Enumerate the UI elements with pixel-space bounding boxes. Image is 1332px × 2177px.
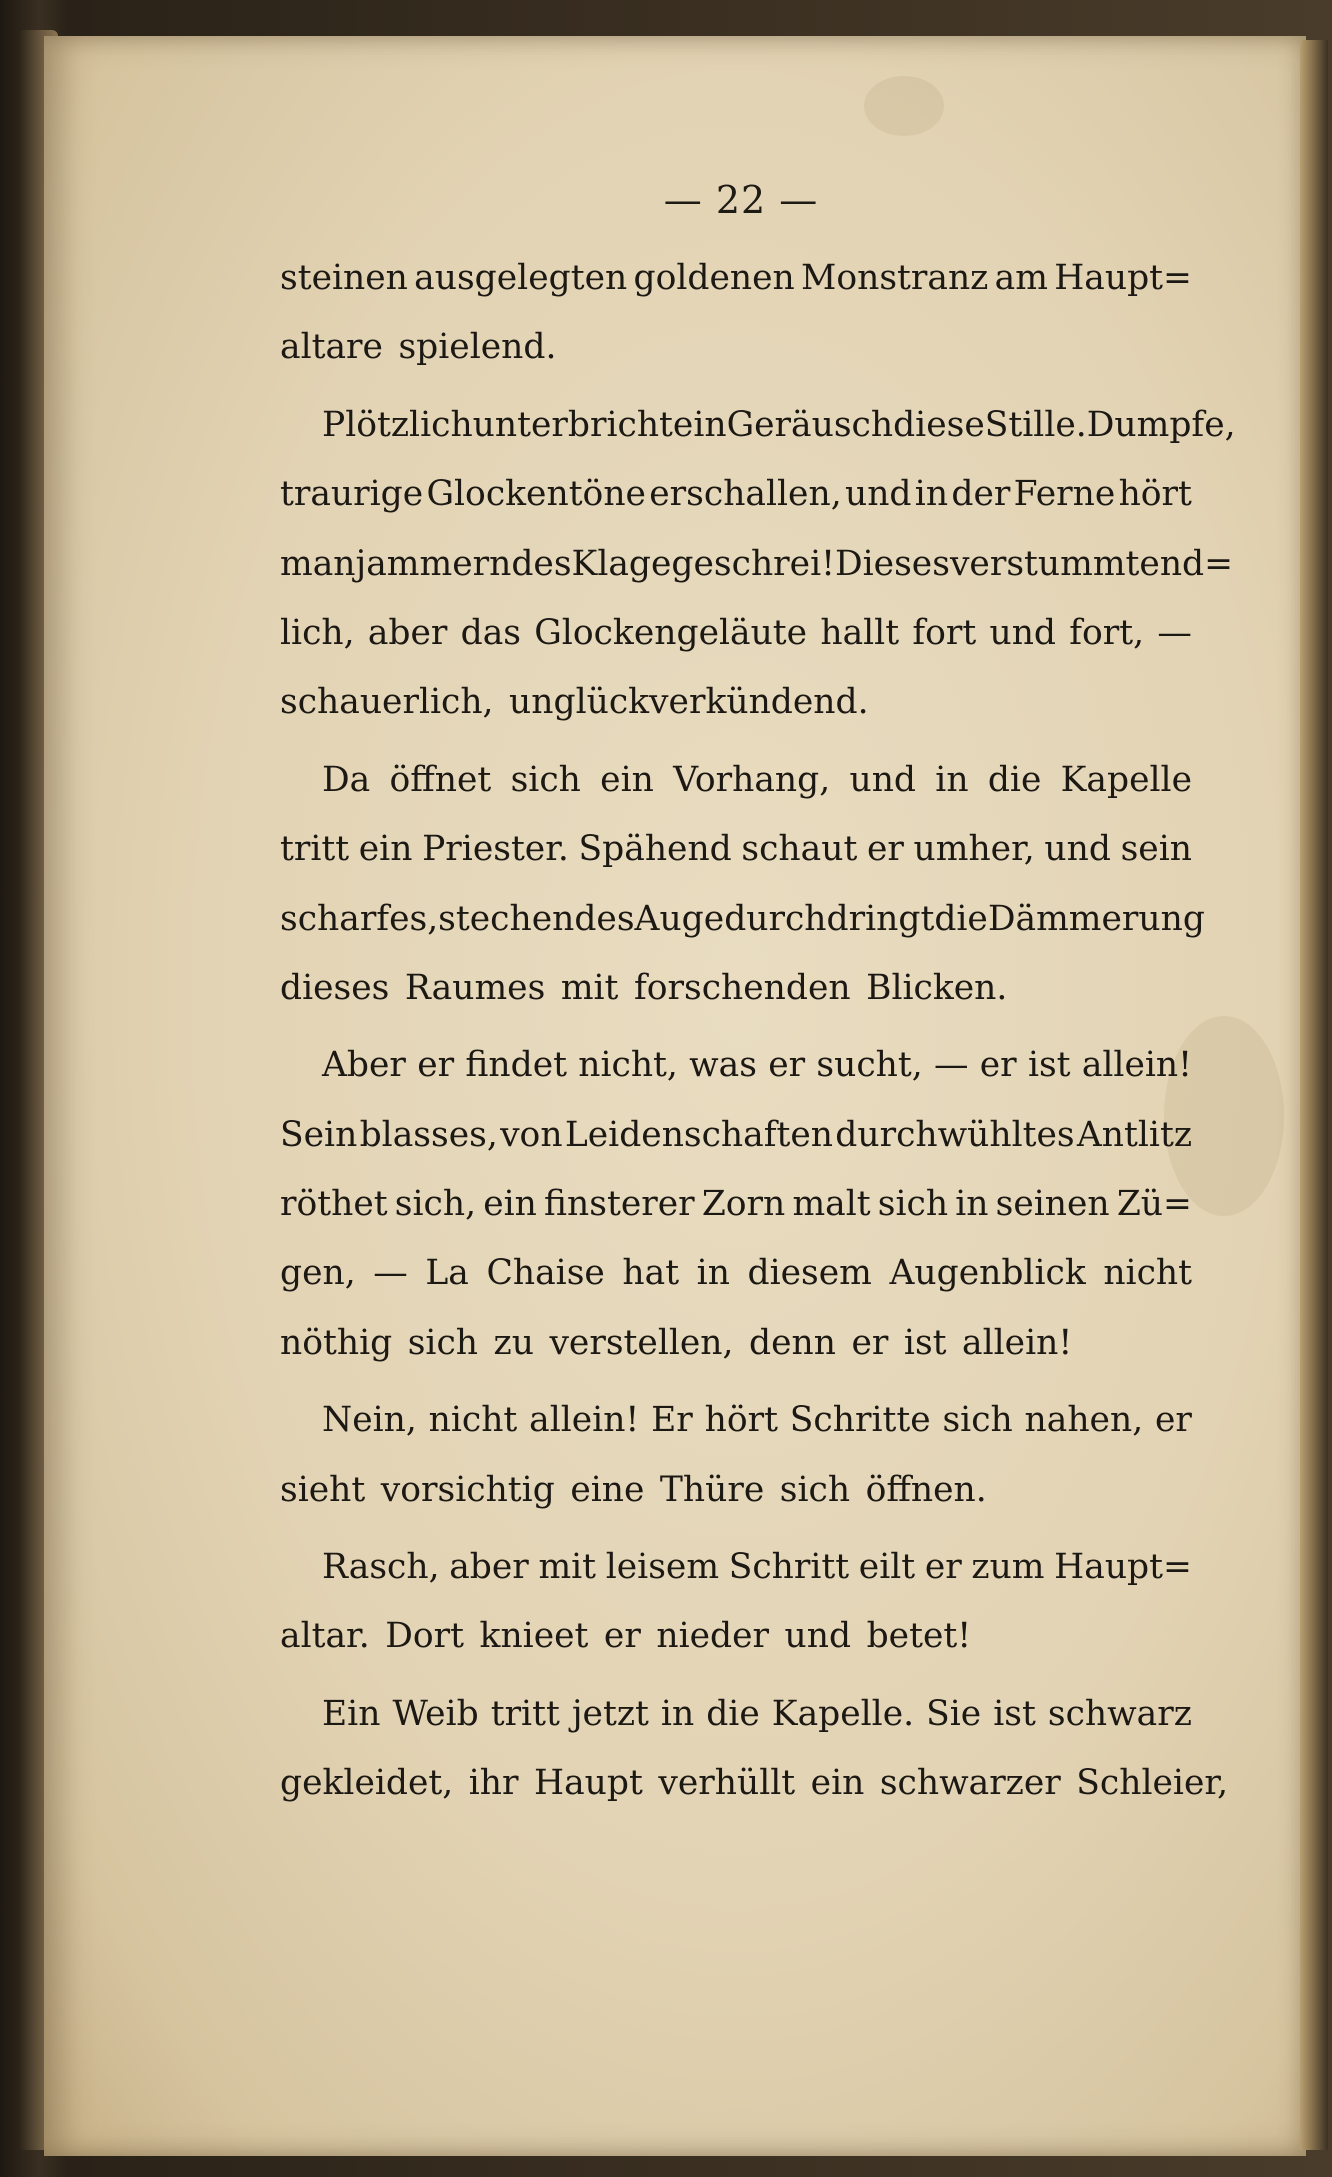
word: end= [1139,543,1234,584]
text-line [280,258,1192,327]
word: in [935,759,969,800]
paragraph-gap [280,397,1192,405]
word: sich [877,1184,949,1225]
word: diese [893,404,985,445]
word: malt [792,1184,871,1225]
word: nöthig [280,1322,393,1363]
word: lich, [280,612,355,653]
paragraph [280,258,1192,405]
word: zu [493,1322,534,1363]
word: leisem [605,1547,720,1588]
paragraph-gap [280,1392,1192,1400]
word: Priester. [422,829,569,870]
word: Plötzlich [322,404,473,445]
text-line [280,1616,1192,1685]
word: verstummt [949,543,1140,584]
paragraph [280,759,1205,1046]
word: nicht [1103,1253,1192,1294]
word: Nein, [322,1400,417,1441]
page-edge [1300,40,1328,2150]
word: allein! [529,1400,640,1441]
word: er [866,829,904,870]
word: Chaise [486,1253,605,1294]
word: ein [600,759,654,800]
word: Auge [634,898,725,939]
word: er [603,1616,641,1657]
paragraph [280,1693,1229,1833]
word: nahen, [1024,1400,1144,1441]
word: Spähend [578,829,732,870]
word: sich [942,1400,1013,1441]
word: Dort [385,1616,465,1657]
word: sich [510,759,581,800]
word: schwarz [1047,1693,1192,1734]
paragraph [280,1400,1192,1547]
word: erschallen, [649,474,842,515]
word: mit [560,967,619,1008]
word: Haupt= [1054,1547,1192,1588]
word: Leidenschaften [564,1114,833,1155]
word: steinen [280,258,408,298]
word: denn [749,1322,836,1363]
word: — [933,1045,969,1086]
word: diesem [747,1253,872,1294]
word: Augenblick [889,1253,1086,1294]
word: hört [704,1400,778,1441]
text-line [280,1184,1192,1253]
word: ist [993,1693,1036,1734]
word: — [1157,612,1192,653]
word: nicht, [578,1045,678,1086]
word: Glockentöne [426,474,646,515]
word: Sie [926,1693,982,1734]
text-line [280,1400,1192,1469]
text-line [280,1115,1192,1184]
word: die [987,759,1042,800]
paragraph-gap [280,1539,1192,1547]
word: Glockengeläute [534,612,808,653]
word: und [784,1616,852,1657]
word: er [979,1045,1017,1086]
word: Kapelle [1060,759,1192,800]
word: Geräusch [726,404,894,445]
word: in [696,1253,730,1294]
word: Stille. [984,404,1087,445]
word: Haupt [534,1763,643,1804]
word: aber [367,612,448,653]
text-line [280,829,1192,898]
word: knieet [479,1616,589,1657]
word: und [844,474,912,515]
word: gekleidet, [280,1763,454,1804]
word: zum [971,1547,1045,1588]
word: Haupt= [1054,258,1192,298]
paragraph [280,404,1236,760]
word: eilt [858,1547,916,1588]
word: allein! [962,1322,1073,1363]
paragraph-gap [280,1686,1192,1694]
word: mit [538,1547,597,1588]
word: Dumpfe, [1086,404,1236,445]
word: tritt [280,829,350,870]
text-line [280,404,1236,474]
word: Sein [280,1114,358,1155]
word: Schritte [789,1400,931,1441]
word: Raumes [404,967,546,1008]
paragraph-gap [280,1037,1192,1045]
word: Antlitz [1076,1114,1192,1155]
word: am [994,258,1048,298]
word: hallt [820,612,900,653]
word: öffnen. [865,1469,987,1510]
word: von [500,1114,563,1155]
word: Dämmerung [987,898,1205,939]
word: unterbricht [472,404,673,445]
word: verstellen, [549,1322,734,1363]
word: Ein [322,1693,381,1734]
word: unglückverkündend. [509,682,869,723]
word: sein [1120,829,1192,870]
word: Blicken. [866,967,1008,1008]
word: er [924,1547,962,1588]
word: sich [779,1469,851,1510]
word: seinen [995,1184,1110,1225]
word: Weib [392,1693,479,1734]
word: hat [622,1253,680,1294]
word: sieht [280,1469,366,1510]
word: ist [903,1322,947,1363]
word: blasses, [359,1114,498,1155]
word: durchdringt [724,898,935,939]
word: er [417,1045,455,1086]
word: ein [483,1184,537,1225]
word: jetzt [571,1693,649,1734]
paragraph [280,1045,1192,1400]
word: ein [358,829,413,870]
word: man [280,543,356,584]
word: ausgelegten [414,258,628,298]
word: nicht [428,1400,518,1441]
word: Er [651,1400,693,1441]
word: Zü= [1116,1184,1192,1225]
text-line [280,327,1192,396]
word: ihr [468,1763,519,1804]
word: ist [1027,1045,1071,1086]
word: was [689,1045,757,1086]
word: spielend. [398,327,557,368]
page-number: — 22 — [663,178,819,222]
word: altare [280,327,383,368]
word: Vorhang, [673,759,831,800]
word: der [951,474,1011,515]
word: in [914,474,949,515]
word: durchwühltes [835,1114,1075,1155]
word: Kapelle. [771,1693,915,1734]
paragraph-gap [280,752,1192,760]
word: tritt [490,1693,560,1734]
word: die [706,1693,760,1734]
word: schauerlich, [280,682,494,723]
text-line [280,1763,1229,1832]
paragraph [280,1547,1192,1694]
word: in [660,1693,695,1734]
word: röthet [280,1184,388,1225]
word: schaut [741,829,858,870]
word: sucht, [816,1045,923,1086]
word: Dieses [834,543,950,584]
text-line [280,682,1192,751]
text-line [280,1253,1192,1322]
word: öffnet [389,759,492,800]
word: gen, [280,1253,356,1294]
word: nieder [656,1616,770,1657]
word: Schleier, [1076,1763,1229,1804]
word: schwarzer [879,1763,1061,1804]
text-line [280,1323,1192,1392]
text-line [280,1547,1192,1616]
word: findet [465,1045,567,1086]
word: eine [570,1469,645,1510]
text-line [280,1045,1192,1114]
word: und [849,759,916,800]
text-line [280,1470,1192,1539]
word: Da [322,759,371,800]
word: dieses [280,967,390,1008]
word: fort, [1069,612,1145,653]
word: er [851,1322,889,1363]
word: in [955,1184,989,1225]
word: Ferne [1013,474,1116,515]
word: stechendes [438,898,635,939]
word: scharfes, [280,898,439,939]
word: hört [1118,474,1192,515]
word: Schritt [728,1547,850,1588]
word: verhüllt [658,1763,796,1804]
word: goldenen [633,258,795,298]
word: die [934,898,988,939]
word: vorsichtig [380,1469,555,1510]
word: fort [912,612,977,653]
text-line [280,760,1192,829]
word: — [373,1253,408,1294]
word: Zorn [701,1184,786,1225]
word: ein [810,1763,865,1804]
word: aber [449,1547,529,1588]
text-line [280,968,1192,1037]
word: Thüre [659,1469,765,1510]
word: er [1154,1400,1192,1441]
word: und [1044,829,1111,870]
word: Klagegeschrei! [571,543,835,584]
word: ein [672,404,727,445]
word: Monstranz [801,258,989,298]
word: jammerndes [355,543,572,584]
word: allein! [1081,1045,1192,1086]
word: La [425,1253,469,1294]
word: Aber [322,1045,406,1086]
text-line [280,1694,1192,1763]
word: forschenden [633,967,851,1008]
word: umher, [913,829,1035,870]
body-text [280,258,1236,1833]
text-line [280,898,1205,968]
word: finsterer [544,1184,695,1225]
word: das [460,612,521,653]
text-line [280,474,1192,543]
word: und [989,612,1057,653]
word: Rasch, [322,1547,440,1588]
word: sich [407,1322,478,1363]
word: betet! [866,1616,972,1657]
text-line [280,543,1234,613]
word: er [768,1045,806,1086]
text-line [280,613,1192,682]
word: sich, [394,1184,477,1225]
word: altar. [280,1616,370,1657]
word: traurige [280,474,424,515]
page-stain [864,76,944,136]
